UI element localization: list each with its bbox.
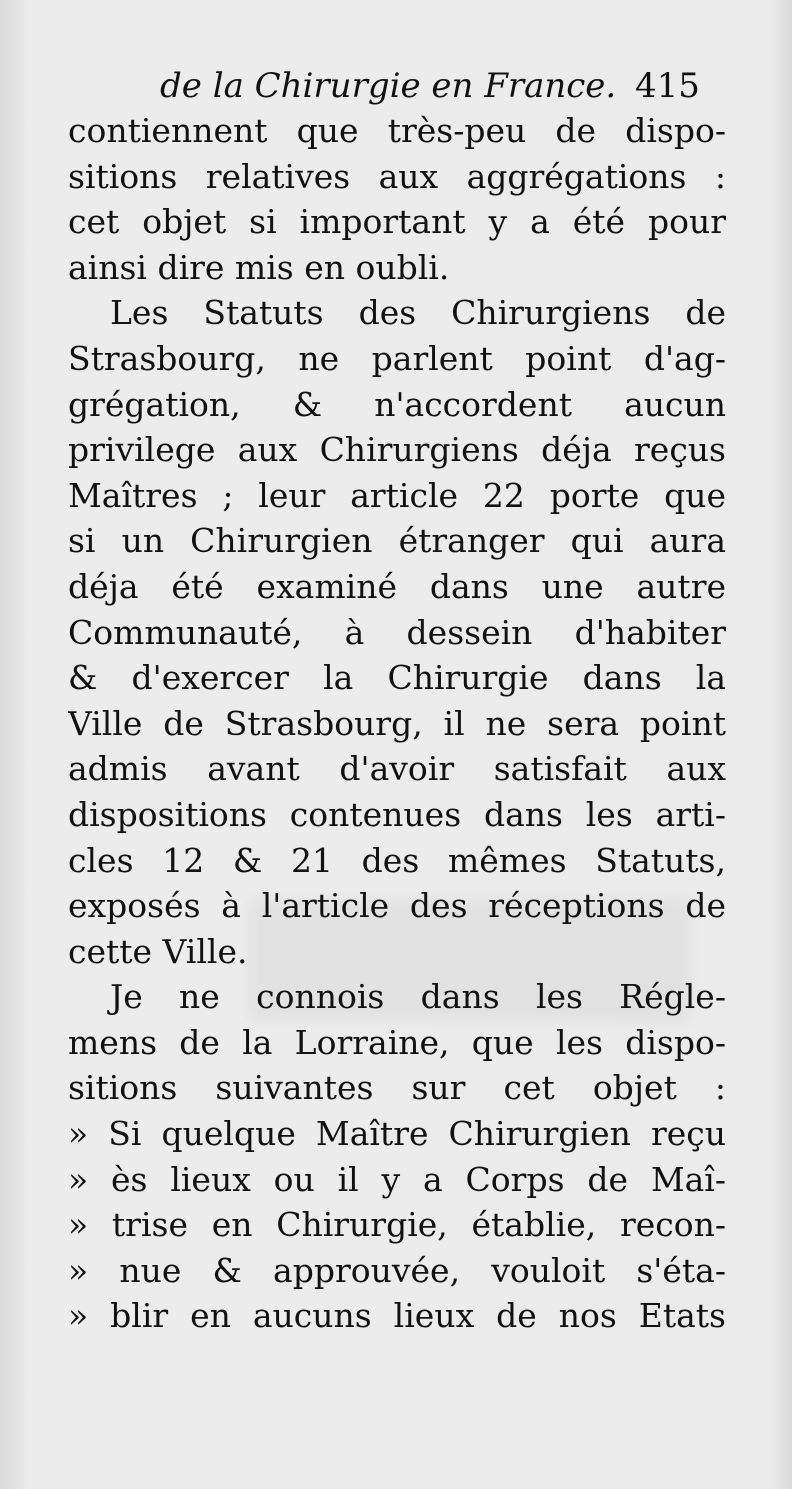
text-line: exposés à l'article des réceptions de: [68, 886, 726, 926]
text-line: Strasbourg, ne parlent point d'ag-: [68, 338, 726, 378]
text-line: contiennent que très-peu de dispo-: [68, 111, 726, 150]
page-header: [70, 62, 730, 112]
quoted-line: » Si quelque Maître Chirurgien reçu: [68, 1114, 726, 1154]
text-line: Ville de Strasbourg, il ne sera point: [68, 703, 726, 743]
text-line: cles 12 & 21 des mêmes Statuts,: [68, 840, 726, 880]
page-number: 415: [635, 66, 700, 106]
text-line: admis avant d'avoir satisfait aux: [68, 749, 726, 789]
text-line: grégation, & n'accordent aucun: [68, 384, 726, 424]
text-line: si un Chirurgien étranger qui aura: [68, 521, 726, 561]
text-line: mens de la Lorraine, que les dispo-: [68, 1022, 726, 1062]
text-line: Communauté, à dessein d'habiter: [68, 612, 726, 652]
body-text: [68, 108, 726, 1339]
quoted-line: » ès lieux ou il y a Corps de Maî-: [68, 1159, 726, 1199]
text-line: sitions suivantes sur cet objet :: [68, 1068, 726, 1108]
text-line: ainsi dire mis en oubli.: [68, 247, 450, 287]
text-line: cette Ville.: [68, 931, 248, 971]
page-edge: [792, 0, 800, 1489]
paragraph-start-line: Je ne connois dans les Régle-: [110, 977, 726, 1017]
text-line: Maîtres ; leur article 22 porte que: [68, 475, 726, 515]
text-line: dispositions contenues dans les arti-: [68, 794, 726, 834]
running-title: de la Chirurgie en France.: [160, 66, 617, 106]
text-line: & d'exercer la Chirurgie dans la: [68, 658, 726, 698]
quoted-line: » nue & approuvée, vouloit s'éta-: [68, 1250, 726, 1290]
text-line: déja été examiné dans une autre: [68, 566, 726, 606]
text-line: privilege aux Chirurgiens déja reçus: [68, 430, 726, 470]
text-line: cet objet si important y a été pour: [68, 202, 726, 242]
quoted-line: » blir en aucuns lieux de nos Etats: [68, 1296, 726, 1336]
text-line: sitions relatives aux aggrégations :: [68, 156, 726, 196]
paragraph-start-line: Les Statuts des Chirurgiens de: [110, 293, 726, 333]
quoted-line: » trise en Chirurgie, établie, recon-: [68, 1205, 726, 1245]
